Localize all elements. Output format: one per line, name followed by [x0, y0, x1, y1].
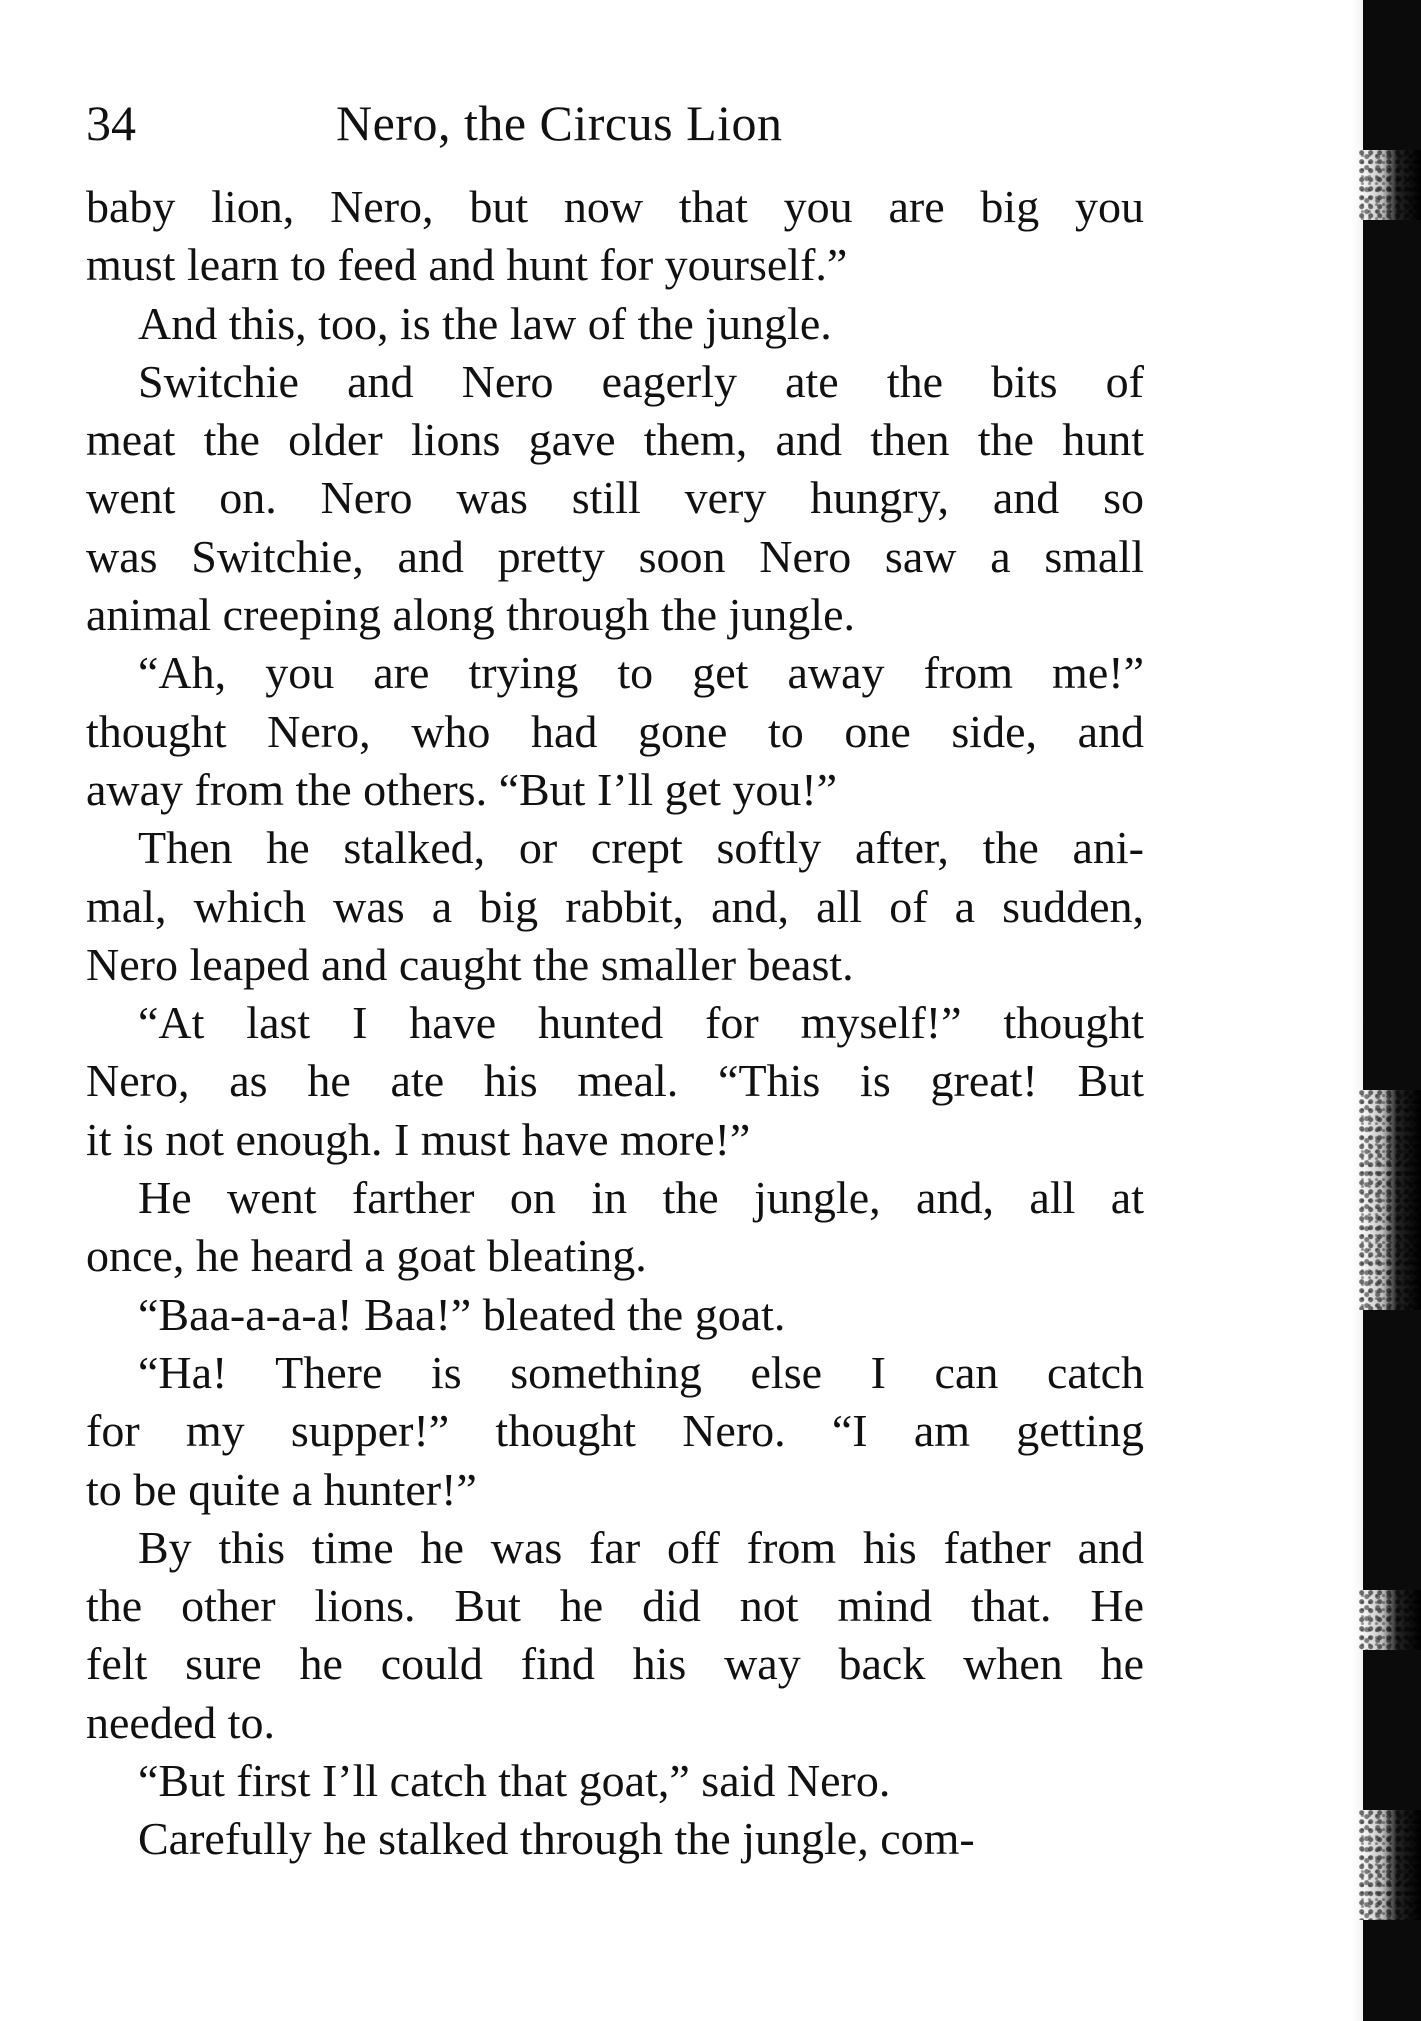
text-line: Nero, as he ate his meal. “This is great! But [86, 1055, 1144, 1107]
text-line: Nero leaped and caught the smaller beast. [86, 938, 854, 990]
text-line: animal creeping along through the jungle. [86, 589, 855, 641]
text-line: baby lion, Nero, but now that you are big you [86, 181, 1144, 232]
text-line: He went farther on in the jungle, and, all at [138, 1172, 1144, 1224]
scan-binding-speckle [1359, 150, 1421, 220]
text-line: Then he stalked, or crept softly after, the ani- [138, 822, 1144, 874]
page-number: 34 [86, 95, 136, 151]
page-header [86, 88, 1146, 158]
text-line: Switchie and Nero eagerly ate the bits of [138, 355, 1144, 407]
running-title: Nero, the Circus Lion [336, 95, 783, 151]
scan-binding-strip [1363, 0, 1421, 150]
text-line: once, he heard a goat bleating. [86, 1230, 647, 1282]
text-line: By this time he was far off from his father and [138, 1521, 1144, 1573]
text-line: meat the older lions gave them, and then the hunt [86, 414, 1144, 466]
text-line: it is not enough. I must have more!” [86, 1113, 751, 1165]
text-line: “But first I’ll catch that goat,” said Nero. [138, 1755, 891, 1807]
text-line: thought Nero, who had gone to one side, and [86, 705, 1144, 757]
text-line: And this, too, is the law of the jungle. [138, 297, 832, 349]
text-line: “Ha! There is something else I can catch [138, 1346, 1144, 1398]
text-line: mal, which was a big rabbit, and, all of a sudden, [86, 880, 1144, 932]
body-text [86, 178, 1144, 1869]
text-line: “Baa-a-a-a! Baa!” bleated the goat. [138, 1288, 786, 1340]
text-line: was Switchie, and pretty soon Nero saw a small [86, 530, 1144, 582]
text-line: Carefully he stalked through the jungle, com- [138, 1813, 975, 1865]
text-line: “At last I have hunted for myself!” thought [138, 997, 1144, 1049]
text-line: felt sure he could find his way back when he [86, 1638, 1144, 1690]
scan-binding-strip [1363, 1650, 1421, 1810]
text-line: the other lions. But he did not mind that. He [86, 1580, 1144, 1632]
scan-binding-speckle [1359, 1810, 1421, 1920]
text-line: “Ah, you are trying to get away from me!” [138, 647, 1144, 699]
scan-binding-strip [1363, 220, 1421, 1090]
text-line: away from the others. “But I’ll get you!” [86, 763, 838, 815]
text-line: needed to. [86, 1696, 276, 1748]
scan-binding-speckle [1359, 1090, 1421, 1310]
scan-binding-speckle [1359, 1590, 1421, 1650]
scan-binding-strip [1363, 1310, 1421, 1590]
scan-binding-strip [1363, 1920, 1421, 2021]
text-line: to be quite a hunter!” [86, 1463, 477, 1515]
text-line: went on. Nero was still very hungry, and so [86, 472, 1144, 524]
text-line: for my supper!” thought Nero. “I am getting [86, 1405, 1144, 1457]
text-line: must learn to feed and hunt for yourself.” [86, 239, 848, 291]
